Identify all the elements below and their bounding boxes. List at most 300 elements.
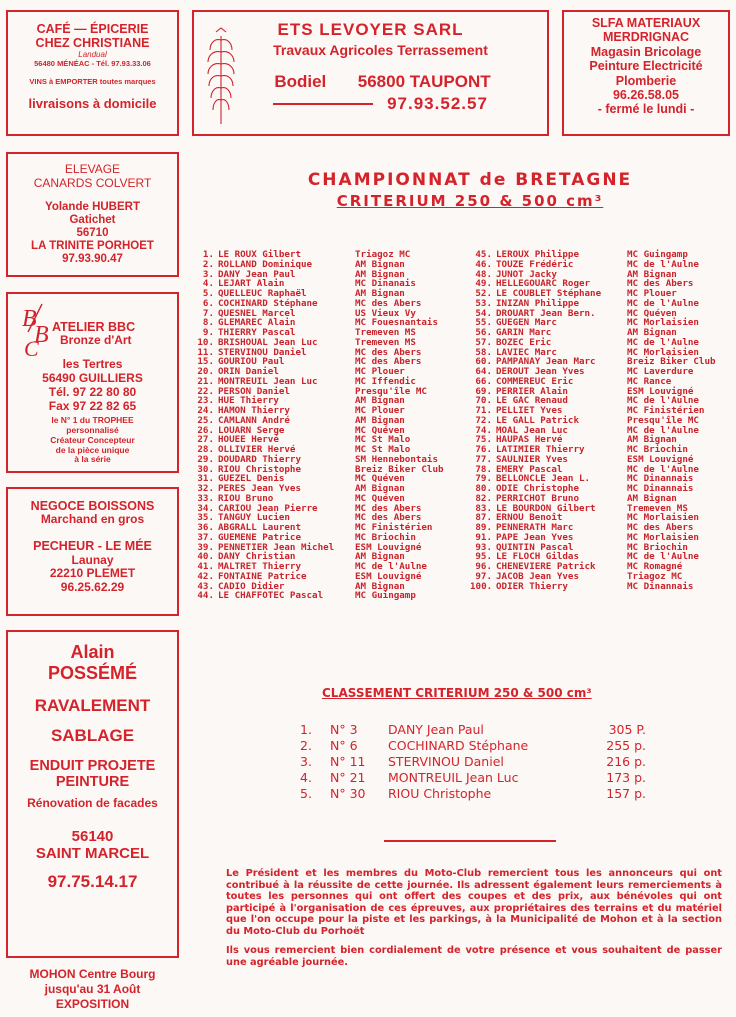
ad-bbc-line3: les Tertres: [62, 357, 123, 372]
result-number: 34.: [197, 502, 214, 514]
rider-name: PAMPANAY Jean Marc: [496, 356, 596, 368]
svg-text:C: C: [24, 336, 39, 356]
rider-name: HOUEE Hervé: [218, 434, 279, 446]
rider-name: CARIOU Jean Pierre: [218, 502, 318, 514]
rider-name: BELLONCLE Jean L.: [496, 473, 591, 485]
ad-posseme-line10: 97.75.14.17: [47, 872, 138, 891]
ad-canards-line2: CANARDS COLVERT: [33, 175, 152, 190]
bib-number: N° 30: [330, 786, 366, 801]
club-name: MC Rance: [627, 375, 672, 387]
ad-cafe-line6: livraisons à domicile: [28, 96, 157, 111]
club-name: MC Finistérien: [627, 405, 705, 416]
club-name: Tremeven MS: [627, 502, 688, 514]
championnat-header: [200, 170, 736, 210]
ad-posseme-line2: POSSÉMÉ: [47, 663, 138, 683]
result-row: [196, 591, 465, 601]
club-name: MC des Abers: [355, 512, 422, 524]
club-name: ESM Louvigné: [355, 541, 422, 553]
rider-name: LEJART Alain: [218, 278, 285, 290]
result-number: 6.: [202, 297, 214, 309]
ad-cafe-line5: VINS à EMPORTER toutes marques: [29, 77, 156, 86]
club-name: MC Romagné: [627, 561, 683, 572]
points: 173 p.: [606, 770, 646, 785]
wheat-icon: [204, 26, 238, 126]
ad-cafe-line4: 56480 MÉNÉAC - Tél. 97.93.33.06: [34, 59, 151, 68]
rider-name: MONTREUIL Jean Luc: [388, 770, 519, 785]
rider-name: BOZEC Eric: [496, 336, 552, 348]
rider-name: LE COUBLET Stéphane: [496, 288, 602, 299]
result-number: 40.: [197, 551, 214, 563]
result-number: 52.: [475, 288, 492, 299]
result-number: 10.: [197, 336, 214, 348]
club-name: MC de l'Aulne: [627, 395, 699, 407]
rider-name: ROLLAND Dominique: [218, 258, 313, 270]
rider-name: JACOB Jean Yves: [496, 570, 579, 582]
result-number: 82.: [475, 492, 492, 504]
thanks-paragraph-2: Ils vous remercient bien cordialement de votre présence et vous souhaitent de passer une agréable journée.: [226, 945, 722, 968]
ad-canards-line5: 56710: [76, 227, 109, 240]
result-number: 83.: [475, 502, 492, 514]
ad-posseme-line4: SABLAGE: [50, 726, 135, 745]
rider-name: ERNOU Benoît: [496, 512, 563, 524]
result-number: 75.: [475, 434, 492, 446]
rider-name: ODIER Thierry: [496, 580, 568, 592]
ad-posseme-line8: 56140: [71, 828, 114, 845]
club-name: MC Laverdure: [627, 366, 694, 377]
rider-name: STERVINOU Daniel: [388, 754, 504, 769]
ad-bbc-line11: à la série: [74, 454, 111, 465]
club-name: MC Quéven: [355, 424, 405, 436]
svg-text:B: B: [22, 306, 37, 332]
rider-name: OLLIVIER Hervé: [218, 444, 296, 455]
result-number: 70.: [475, 395, 492, 407]
rider-name: MALTRET Thierry: [218, 561, 301, 572]
club-name: AM Bignan: [355, 483, 405, 494]
club-name: MC Iffendic: [355, 375, 416, 387]
result-number: 78.: [475, 463, 492, 475]
ad-levoyer-city: 56800 TAUPONT: [357, 72, 491, 91]
ad-posseme-line1: Alain: [70, 642, 115, 662]
rider-name: PERRIER Alain: [496, 385, 568, 397]
result-number: 3.: [202, 268, 214, 280]
ad-canards-line4: Gatichet: [69, 213, 116, 226]
ad-bbc-line2: Bronze d'Art: [60, 333, 132, 348]
ad-levoyer-place: Bodiel: [274, 72, 327, 91]
club-name: Breiz Biker Club: [627, 356, 716, 368]
result-number: 15.: [197, 356, 214, 368]
bbc-logo-icon: [22, 302, 68, 356]
result-number: 71.: [475, 405, 492, 416]
result-number: 20.: [197, 366, 214, 377]
result-number: 79.: [475, 473, 492, 485]
result-number: 64.: [475, 366, 492, 377]
rider-name: HAUPAS Hervé: [496, 434, 563, 446]
rider-name: PERRICHOT Bruno: [496, 492, 579, 504]
rider-name: DEROUT Jean Yves: [496, 366, 585, 377]
club-name: ESM Louvigné: [627, 385, 694, 397]
club-name: AM Bignan: [355, 580, 405, 592]
classement-row: [300, 738, 646, 754]
club-name: Triagoz MC: [355, 249, 411, 260]
rider-name: QUELLEUC Raphaël: [218, 288, 307, 299]
rider-name: LE ROUX Gilbert: [218, 249, 301, 260]
club-name: MC des Abers: [627, 522, 694, 533]
ad-canards-line3: Yolande HUBERT: [45, 200, 140, 213]
rider-name: MONTREUIL Jean Luc: [218, 375, 318, 387]
rider-name: GUEZEL Denis: [218, 473, 285, 485]
ad-ets-levoyer: [192, 10, 549, 136]
result-number: 35.: [197, 512, 214, 524]
rider-name: MOAL Jean Luc: [496, 424, 568, 436]
result-number: 28.: [197, 444, 214, 455]
ad-cafe-line1: CAFÉ — ÉPICERIE: [36, 22, 149, 36]
result-number: 33.: [197, 492, 214, 504]
expo-line2: jusqu'au 31 Août: [44, 982, 141, 996]
club-name: MC Briochin: [355, 531, 416, 543]
ad-slfa-line7: - fermé le lundi -: [597, 102, 695, 117]
result-number: 41.: [197, 561, 214, 572]
classement-row: [300, 722, 646, 738]
result-number: 11.: [197, 346, 214, 358]
club-name: MC des Abers: [355, 356, 422, 368]
result-number: 87.: [475, 512, 492, 524]
ad-bbc-line7: le N° 1 du TROPHEE: [51, 415, 134, 426]
result-number: 56.: [475, 327, 492, 338]
result-number: 24.: [197, 405, 214, 416]
club-name: ESM Louvigné: [627, 453, 694, 465]
club-name: MC de l'Aulne: [627, 424, 699, 436]
result-number: 32.: [197, 483, 214, 494]
rider-name: COCHINARD Stéphane: [388, 738, 529, 753]
rider-name: ORIN Daniel: [218, 366, 279, 377]
result-number: 2.: [202, 258, 214, 270]
expo-notice: [6, 967, 179, 1012]
ad-bbc-line4: 56490 GUILLIERS: [42, 370, 143, 385]
ad-levoyer-rule: [273, 103, 373, 105]
ad-levoyer-line1: ETS LEVOYER SARL: [277, 20, 464, 39]
rider-name: STERVINOU Daniel: [218, 346, 307, 358]
rider-name: LE GALL Patrick: [496, 414, 579, 426]
classement-row: [300, 786, 646, 802]
rider-name: LEROUX Philippe: [496, 249, 579, 260]
club-name: MC de l'Aulne: [627, 258, 699, 270]
club-name: AM Bignan: [355, 395, 405, 407]
club-name: AM Bignan: [355, 268, 405, 280]
result-number: 53.: [475, 297, 492, 309]
club-name: AM Bignan: [627, 268, 677, 280]
rider-name: GUEMENE Patrice: [218, 531, 301, 543]
result-number: 58.: [475, 346, 492, 358]
expo-line3: EXPOSITION: [55, 997, 130, 1011]
result-number: 66.: [475, 375, 492, 387]
result-number: 27.: [197, 434, 214, 446]
ad-negoce-line6: 96.25.62.29: [60, 580, 125, 595]
result-number: 80.: [475, 483, 492, 494]
club-name: MC de l'Aulne: [355, 561, 427, 572]
rider-name: CADIO Didier: [218, 580, 285, 592]
rider-name: GARIN Marc: [496, 327, 552, 338]
ad-cafe-epicerie: [6, 10, 179, 136]
bib-number: N° 3: [330, 722, 358, 737]
rider-name: QUINTIN Pascal: [496, 541, 574, 553]
ad-negoce-line4: Launay: [71, 552, 114, 567]
club-name: MC Dinanais: [355, 278, 416, 290]
result-number: 91.: [475, 531, 492, 543]
ad-posseme-line6: PEINTURE: [55, 774, 130, 790]
result-number: 100.: [470, 580, 493, 592]
club-name: MC des Abers: [355, 502, 422, 514]
rider-name: THIERRY Pascal: [218, 327, 296, 338]
rider-name: HUE Thierry: [218, 395, 279, 407]
ad-posseme-line9: SAINT MARCEL: [35, 845, 150, 862]
result-number: 76.: [475, 444, 492, 455]
result-number: 4.: [202, 278, 214, 290]
rider-name: PENNERATH Marc: [496, 522, 574, 533]
club-name: MC des Abers: [355, 346, 422, 358]
club-name: AM Bignan: [627, 434, 677, 446]
result-number: 60.: [475, 356, 492, 368]
ad-bbc-line8: personnalisé: [66, 425, 119, 436]
rider-name: LAVIEC Marc: [496, 346, 557, 358]
points: 305 P.: [608, 722, 646, 737]
result-number: 55.: [475, 317, 492, 329]
club-name: MC Briochin: [627, 541, 688, 553]
rider-name: PELLIET Yves: [496, 405, 563, 416]
bib-number: N° 11: [330, 754, 366, 769]
club-name: MC Quéven: [355, 473, 405, 485]
rider-name: EMERY Pascal: [496, 463, 563, 475]
result-number: 49.: [475, 278, 492, 290]
club-name: AM Bignan: [627, 492, 677, 504]
club-name: MC de l'Aulne: [627, 297, 699, 309]
result-number: 96.: [475, 561, 492, 572]
rider-name: LE CHAFFOTEC Pascal: [218, 590, 324, 602]
ad-negoce-boissons: [6, 487, 179, 616]
bib-number: N° 6: [330, 738, 358, 753]
ad-negoce-line1: NEGOCE BOISSONS: [30, 499, 155, 513]
club-name: Presqu'île MC: [355, 385, 427, 397]
rider-name: SAULNIER Yves: [496, 453, 568, 465]
rider-name: FONTAINE Patrice: [218, 570, 307, 582]
club-name: Tremeven MS: [355, 336, 416, 348]
club-name: MC Quéven: [627, 307, 677, 319]
rider-name: LATIMIER Thierry: [496, 444, 585, 455]
expo-line1: MOHON Centre Bourg: [29, 967, 156, 981]
result-number: 57.: [475, 336, 492, 348]
club-name: US Vieux Vy: [355, 307, 416, 319]
result-number: 72.: [475, 414, 492, 426]
ad-slfa-line5: Plomberie: [615, 73, 677, 88]
rider-name: RIOU Bruno: [218, 492, 274, 504]
club-name: Presqu'île MC: [627, 414, 699, 426]
results-column-1: [196, 250, 465, 601]
club-name: MC Dinannais: [627, 580, 694, 592]
rider-name: QUESNEL Marcel: [218, 307, 296, 319]
ad-slfa-line6: 96.26.58.05: [612, 87, 680, 102]
rider-name: GOURIOU Paul: [218, 356, 285, 368]
ad-slfa-line4: Peinture Electricité: [589, 59, 703, 74]
result-number: 97.: [475, 570, 492, 582]
result-number: 89.: [475, 522, 492, 533]
rider-name: PERSON Daniel: [218, 385, 290, 397]
ad-negoce-line5: 22210 PLEMET: [49, 566, 136, 581]
ad-bbc-line5: Tél. 97 22 80 80: [48, 384, 137, 399]
ad-posseme-line7: Rénovation de facades: [27, 796, 158, 810]
rider-name: INIZAN Philippe: [496, 297, 579, 309]
classement-title: CLASSEMENT CRITERIUM 250 & 500 cm³: [322, 686, 592, 700]
page-subtitle: CRITERIUM 250 & 500 cm³: [336, 192, 604, 210]
rider-name: CAMLANN André: [218, 414, 290, 426]
ad-slfa-line3: Magasin Bricolage: [590, 44, 702, 59]
ad-alain-posseme: [6, 630, 179, 958]
club-name: MC des Abers: [355, 297, 422, 309]
points: 255 p.: [606, 738, 646, 753]
result-number: 37.: [197, 531, 214, 543]
result-number: 45.: [475, 249, 492, 260]
rider-name: JUNOT Jacky: [496, 268, 557, 280]
bib-number: N° 21: [330, 770, 366, 785]
result-number: 95.: [475, 551, 492, 563]
result-number: 9.: [202, 327, 214, 338]
club-name: SM Hennebontais: [355, 453, 438, 465]
result-number: 30.: [197, 463, 214, 475]
ad-posseme-line5: ENDUIT PROJETE: [29, 758, 156, 774]
result-number: 42.: [197, 570, 214, 582]
result-number: 74.: [475, 424, 492, 436]
rider-name: HELLEGOUARC Roger: [496, 278, 591, 290]
svg-text:B: B: [34, 322, 49, 348]
result-number: 46.: [475, 258, 492, 270]
rider-name: DANY Jean Paul: [388, 722, 484, 737]
rider-name: DANY Christian: [218, 551, 296, 563]
result-number: 5.: [202, 288, 214, 299]
rider-name: LE BOURDON Gilbert: [496, 502, 596, 514]
rider-name: LE FLOCH Gildas: [496, 551, 579, 563]
rank: 2.: [300, 738, 312, 753]
club-name: MC Plouer: [355, 366, 405, 377]
classement-row: [300, 754, 646, 770]
classement-table: [300, 722, 646, 802]
rank: 1.: [300, 722, 312, 737]
club-name: MC de l'Aulne: [627, 463, 699, 475]
ad-cafe-line2: CHEZ CHRISTIANE: [35, 36, 150, 50]
result-number: 25.: [197, 414, 214, 426]
result-number: 77.: [475, 453, 492, 465]
rider-name: CHENEVIERE Patrick: [496, 561, 596, 572]
club-name: AM Bignan: [355, 288, 405, 299]
club-name: MC Dinannais: [627, 483, 694, 494]
result-number: 22.: [197, 385, 214, 397]
club-name: Triagoz MC: [627, 570, 683, 582]
rank: 3.: [300, 754, 312, 769]
ad-slfa-line2: MERDRIGNAC: [602, 30, 690, 45]
result-number: 36.: [197, 522, 214, 533]
club-name: MC Guingamp: [627, 249, 688, 260]
result-row: [470, 582, 736, 592]
result-number: 93.: [475, 541, 492, 553]
result-number: 29.: [197, 453, 214, 465]
ad-canards-line1: ELEVAGE: [64, 162, 121, 176]
result-number: 8.: [202, 317, 214, 329]
rank: 4.: [300, 770, 312, 785]
divider: [384, 840, 556, 842]
ad-bbc-line9: Créateur Concepteur: [50, 434, 135, 445]
result-number: 21.: [197, 375, 214, 387]
ad-bbc-line10: de la pièce unique: [55, 444, 130, 455]
rider-name: GLEMAREC Alain: [218, 317, 296, 329]
rider-name: PENNETIER Jean Michel: [218, 541, 335, 553]
club-name: MC Dinannais: [627, 473, 694, 485]
rider-name: LE GAC Renaud: [496, 395, 568, 407]
ad-posseme-line3: RAVALEMENT: [34, 696, 151, 715]
thanks-paragraph-1: Le Président et les membres du Moto-Club remercient tous les annonceurs qui ont contribué à la réussite de cette journée. Ils adressent également leurs remerciements à toutes les personnes qui ont offert des coupes et des prix, aux bénévoles qui ont participé à l'organisation de ces épreuves, aux propriétaires des terrains et du matériel que l'on occupe pour la piste et les parkings, à la Municipalité de Mohon et à la section du Moto-Club du Porhoët: [226, 868, 722, 937]
thanks-text: [226, 868, 722, 976]
ad-atelier-bbc: [6, 292, 179, 473]
ad-elevage-canards: [6, 152, 179, 277]
club-name: AM Bignan: [355, 258, 405, 270]
rider-name: RIOU Christophe: [218, 463, 301, 475]
classement-row: [300, 770, 646, 786]
result-number: 7.: [202, 307, 214, 319]
club-name: MC Morlaisien: [627, 531, 699, 543]
rider-name: COCHINARD Stéphane: [218, 297, 318, 309]
rider-name: DOUDARD Thierry: [218, 453, 301, 465]
ad-levoyer-line2: Travaux Agricoles Terrassement: [273, 42, 488, 58]
result-number: 69.: [475, 385, 492, 397]
rider-name: RIOU Christophe: [388, 786, 492, 801]
club-name: MC des Abers: [627, 278, 694, 290]
club-name: MC de l'Aulne: [627, 336, 699, 348]
result-number: 1.: [202, 249, 214, 260]
rider-name: ABGRALL Laurent: [218, 522, 301, 533]
club-name: MC Briochin: [627, 444, 688, 455]
ad-canards-line6: LA TRINITE PORHOET: [31, 240, 154, 253]
result-number: 23.: [197, 395, 214, 407]
ad-canards-line7: 97.93.90.47: [62, 253, 123, 266]
rider-name: TOUZE Frédéric: [496, 258, 574, 270]
ad-cafe-line3: Landual: [78, 50, 107, 59]
results-column-2: [470, 250, 736, 591]
ad-levoyer-phone: 97.93.52.57: [387, 94, 488, 113]
result-number: 48.: [475, 268, 492, 280]
club-name: AM Bignan: [355, 551, 405, 563]
rider-name: LOUARN Serge: [218, 424, 285, 436]
rider-name: PAPE Jean Yves: [496, 531, 574, 543]
club-name: MC Morlaisien: [627, 512, 699, 524]
rider-name: COMMEREUC Eric: [496, 375, 574, 387]
club-name: MC Plouer: [627, 288, 677, 299]
rider-name: PERES Jean Yves: [218, 483, 301, 494]
result-number: 54.: [475, 307, 492, 319]
club-name: AM Bignan: [627, 327, 677, 338]
points: 157 p.: [606, 786, 646, 801]
ad-negoce-line2: Marchand en gros: [40, 512, 145, 527]
club-name: MC Morlaisien: [627, 346, 699, 358]
rank: 5.: [300, 786, 312, 801]
rider-name: BRISHOUAL Jean Luc: [218, 336, 318, 348]
page-title: CHAMPIONNAT de BRETAGNE: [307, 170, 633, 190]
club-name: ESM Louvigné: [355, 570, 422, 582]
club-name: Tremeven MS: [355, 327, 416, 338]
result-number: 39.: [197, 541, 214, 553]
club-name: MC St Malo: [355, 444, 411, 455]
result-number: 44.: [197, 590, 214, 602]
club-name: MC St Malo: [355, 434, 411, 446]
club-name: MC Morlaisien: [627, 317, 699, 329]
club-name: MC Quéven: [355, 492, 405, 504]
rider-name: GUEGEN Marc: [496, 317, 557, 329]
rider-name: TANGUY Lucien: [218, 512, 290, 524]
